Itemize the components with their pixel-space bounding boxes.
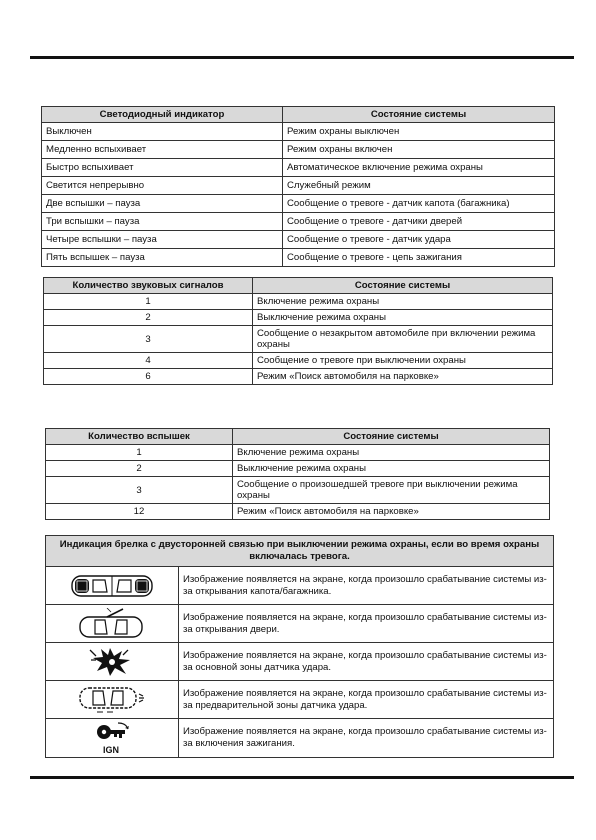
table-row [46,643,554,681]
led-state-cell: Быстро вспыхивает [42,159,283,177]
system-state-cell: Режим «Поиск автомобиля на парковке» [233,504,550,520]
table-row [46,605,554,643]
table-row [44,353,553,369]
shock-warning-zone-icon [46,681,179,719]
table-row [46,461,550,477]
fob-table-header: Индикация брелка с двусторонней связью при выключении режима охраны, если во время охраны включалась тревога. [46,536,554,567]
led-state-cell: Четыре вспышки – пауза [42,231,283,249]
table-header-row [44,278,553,294]
table-row [42,195,555,213]
car-door-icon [46,605,179,643]
count-cell: 6 [44,369,253,385]
led-state-cell: Пять вспышек – пауза [42,249,283,267]
fob-description: Изображение появляется на экране, когда произошло срабатывание системы из-за открывания двери. [179,605,554,643]
system-state-cell: Режим охраны выключен [283,123,555,141]
sound-signals-table [43,277,553,385]
shock-main-zone-icon [46,643,179,681]
table-row [44,294,553,310]
system-state-cell: Автоматическое включение режима охраны [283,159,555,177]
count-cell: 3 [44,326,253,353]
fob-description: Изображение появляется на экране, когда произошло срабатывание системы из-за предварительной зоны датчика удара. [179,681,554,719]
table-row [46,477,550,504]
count-cell: 3 [46,477,233,504]
table-row [42,231,555,249]
fob-description: Изображение появляется на экране, когда произошло срабатывание системы из-за включения зажигания. [179,719,554,758]
led-state-cell: Выключен [42,123,283,141]
count-cell: 1 [46,445,233,461]
fob-description: Изображение появляется на экране, когда произошло срабатывание системы из-за основной зоны датчика удара. [179,643,554,681]
table-header-row [46,536,554,567]
car-hood-trunk-icon [46,567,179,605]
led-state-cell: Три вспышки – пауза [42,213,283,231]
column-header: Светодиодный индикатор [42,107,283,123]
table-row [44,369,553,385]
ign-label: IGN [102,745,120,755]
system-state-cell: Служебный режим [283,177,555,195]
table-row [46,445,550,461]
table-row [46,719,554,758]
system-state-cell: Сообщение о тревоге - цепь зажигания [283,249,555,267]
led-state-cell: Светится непрерывно [42,177,283,195]
system-state-cell: Сообщение о тревоге при выключении охраны [253,353,553,369]
led-state-cell: Две вспышки – пауза [42,195,283,213]
flashes-table [45,428,550,520]
fob-indication-table [45,535,554,758]
table-row [44,310,553,326]
table-row [42,123,555,141]
count-cell: 2 [46,461,233,477]
column-header: Состояние системы [233,429,550,445]
count-cell: 1 [44,294,253,310]
system-state-cell: Сообщение о тревоге - датчик капота (багажника) [283,195,555,213]
ignition-key-icon [46,719,179,758]
system-state-cell: Сообщение о тревоге - датчики дверей [283,213,555,231]
table-row [42,213,555,231]
column-header: Состояние системы [253,278,553,294]
count-cell: 4 [44,353,253,369]
table-row [42,159,555,177]
table-row [46,567,554,605]
count-cell: 12 [46,504,233,520]
system-state-cell: Включение режима охраны [233,445,550,461]
table-row [46,504,550,520]
system-state-cell: Сообщение о незакрытом автомобиле при включении режима охраны [253,326,553,353]
column-header: Количество вспышек [46,429,233,445]
fob-description: Изображение появляется на экране, когда произошло срабатывание системы из-за открывания капота/багажника. [179,567,554,605]
system-state-cell: Включение режима охраны [253,294,553,310]
table-row [42,177,555,195]
system-state-cell: Режим охраны включен [283,141,555,159]
table-row [42,141,555,159]
table-row [42,249,555,267]
led-state-cell: Медленно вспыхивает [42,141,283,159]
led-indicator-table [41,106,555,267]
table-row [46,681,554,719]
bottom-rule [30,776,574,779]
table-header-row [46,429,550,445]
system-state-cell: Сообщение о тревоге - датчик удара [283,231,555,249]
system-state-cell: Сообщение о произошедшей тревоге при выключении режима охраны [233,477,550,504]
system-state-cell: Выключение режима охраны [233,461,550,477]
system-state-cell: Выключение режима охраны [253,310,553,326]
count-cell: 2 [44,310,253,326]
top-rule [30,56,574,59]
column-header: Количество звуковых сигналов [44,278,253,294]
table-header-row [42,107,555,123]
table-row [44,326,553,353]
system-state-cell: Режим «Поиск автомобиля на парковке» [253,369,553,385]
column-header: Состояние системы [283,107,555,123]
